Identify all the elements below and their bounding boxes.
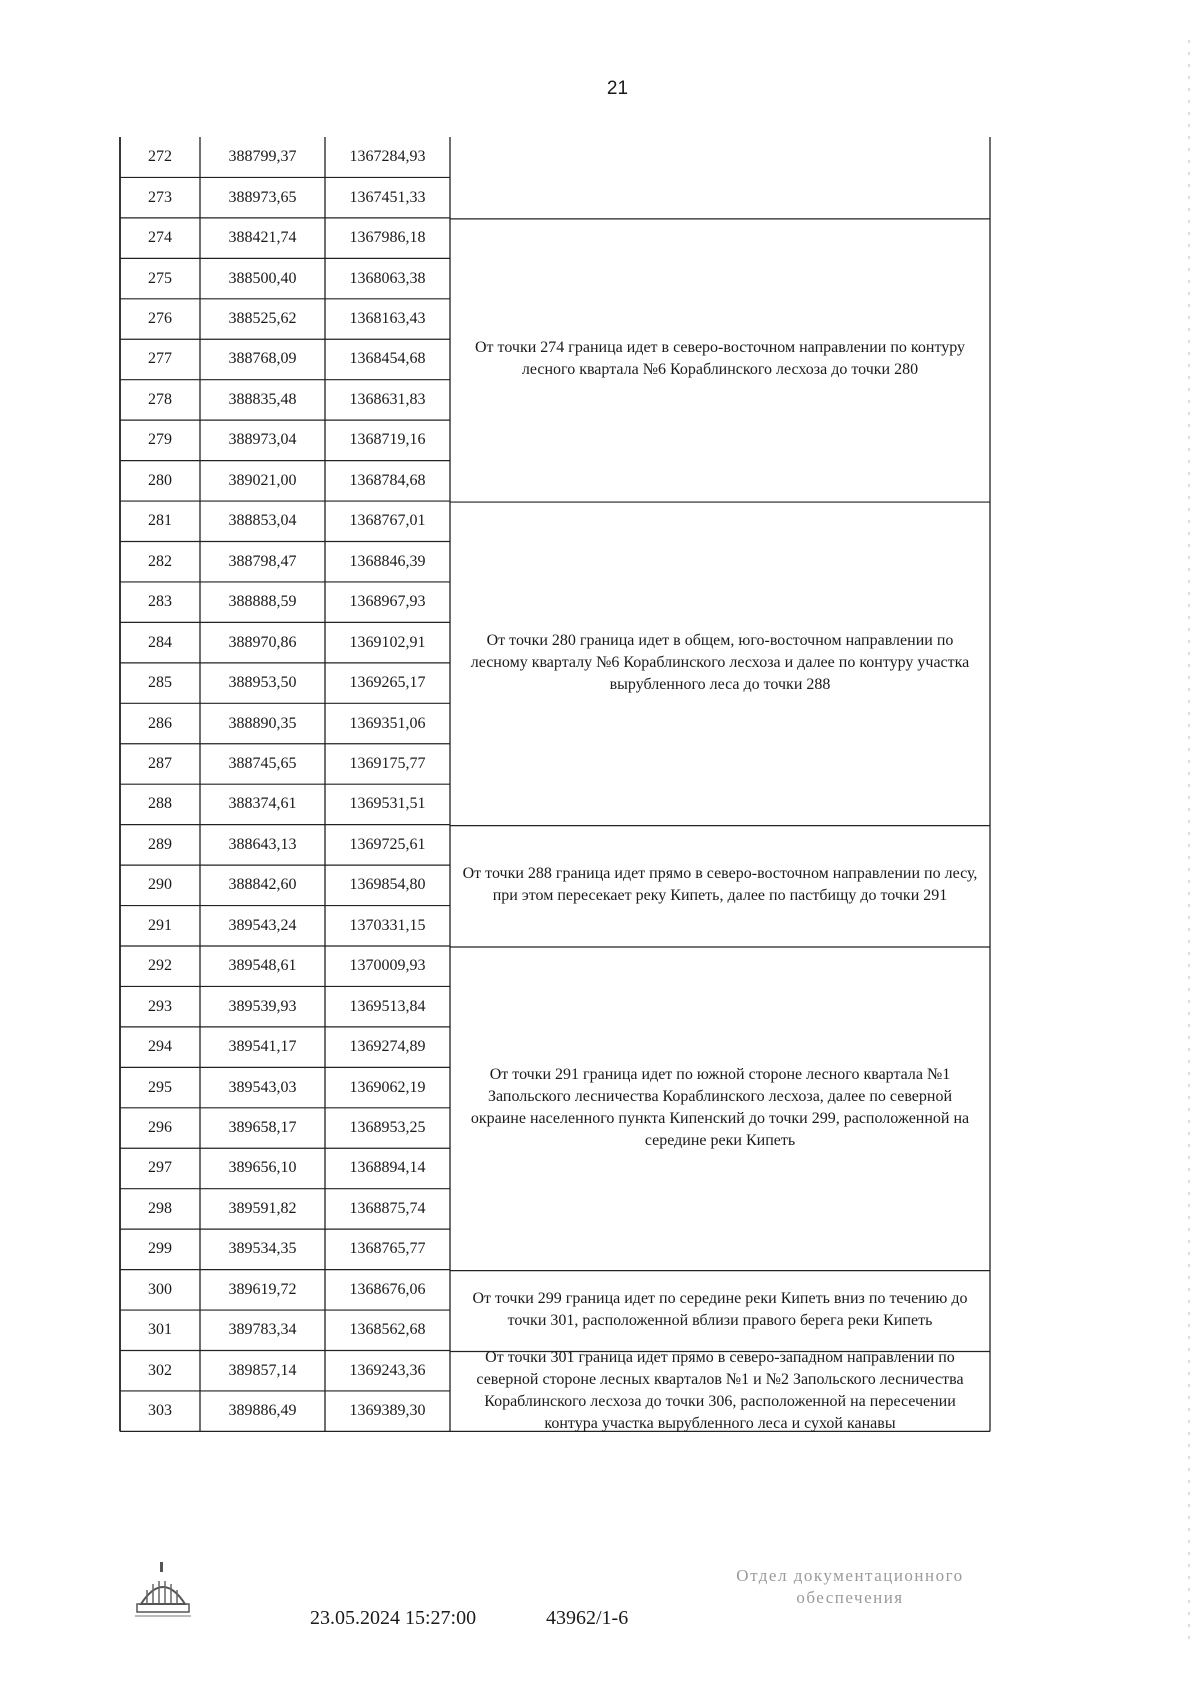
point-number-cell: 279 (148, 431, 172, 449)
point-number-cell: 294 (148, 1038, 172, 1056)
point-number-cell: 288 (148, 795, 172, 813)
boundary-description: От точки 291 граница идет по южной стороне лесного квартала №1 Запольского лесничества Кораблинского лесхоза, далее по северной окраине населенного пункта Кипенский до точки 299, расположенной на середине реки Кипеть (470, 1065, 970, 1149)
y-coordinate-cell: 1368562,68 (349, 1321, 426, 1339)
x-coordinate-cell: 388500,40 (228, 269, 297, 287)
point-number-cell: 291 (148, 916, 172, 934)
y-coordinate-cell: 1368767,01 (349, 512, 426, 530)
page-number: 21 (606, 78, 629, 99)
y-coordinate-cell: 1369513,84 (349, 997, 426, 1015)
x-coordinate-cell: 388970,86 (228, 633, 297, 651)
x-coordinate-cell: 388421,74 (228, 229, 297, 247)
y-coordinate-cell: 1368063,38 (349, 269, 426, 287)
x-coordinate-cell: 388799,37 (228, 148, 297, 166)
boundary-description: От точки 299 граница идет по середине реки Кипеть вниз по течению до точки 301, расположенной вблизи правого берега реки Кипеть (472, 1290, 968, 1330)
y-coordinate-cell: 1368894,14 (349, 1159, 426, 1177)
y-coordinate-cell: 1369351,06 (349, 714, 426, 732)
x-coordinate-cell: 389619,72 (228, 1280, 297, 1298)
department-stamp (680, 1565, 1020, 1609)
y-coordinate-cell: 1368875,74 (349, 1199, 426, 1217)
boundary-description: От точки 274 граница идет в северо-восточном направлении по контуру лесного квартала №6 Кораблинского лесхоза до точки 280 (474, 339, 966, 379)
y-coordinate-cell: 1369265,17 (349, 674, 426, 692)
point-number-cell: 297 (148, 1159, 172, 1177)
point-number-cell: 283 (148, 593, 172, 611)
stamp-line-2: обеспечения (796, 1588, 904, 1607)
point-number-cell: 282 (148, 552, 172, 570)
x-coordinate-cell: 388525,62 (228, 310, 297, 328)
x-coordinate-cell: 389539,93 (228, 997, 297, 1015)
y-coordinate-cell: 1368967,93 (349, 593, 426, 611)
point-number-cell: 290 (148, 876, 172, 894)
x-coordinate-cell: 388798,47 (228, 552, 297, 570)
y-coordinate-cell: 1369531,51 (349, 795, 426, 813)
y-coordinate-cell: 1367451,33 (349, 188, 426, 206)
point-number-cell: 286 (148, 714, 172, 732)
point-number-cell: 273 (148, 188, 172, 206)
y-coordinate-cell: 1368784,68 (349, 471, 426, 489)
point-number-cell: 274 (148, 229, 172, 247)
x-coordinate-cell: 389658,17 (228, 1119, 297, 1137)
x-coordinate-cell: 388953,50 (228, 674, 297, 692)
x-coordinate-cell: 389548,61 (228, 957, 297, 975)
point-number-cell: 278 (148, 390, 172, 408)
y-coordinate-cell: 1368719,16 (349, 431, 426, 449)
x-coordinate-cell: 388888,59 (228, 593, 297, 611)
x-coordinate-cell: 388745,65 (228, 754, 297, 772)
boundary-description: От точки 301 граница идет прямо в северо-западном направлении по северной стороне лесных кварталов №1 и №2 Запольского лесничества Кораблинского лесхоза до точки 306, расположенной на пересечении контура участка вырубленного леса и сухой канавы (476, 1348, 964, 1432)
x-coordinate-cell: 389534,35 (228, 1240, 297, 1258)
point-number-cell: 298 (148, 1199, 172, 1217)
stamp-line-1: Отдел документационного (736, 1566, 964, 1585)
x-coordinate-cell: 389857,14 (228, 1361, 297, 1379)
x-coordinate-cell: 388842,60 (228, 876, 297, 894)
point-number-cell: 300 (148, 1280, 172, 1298)
point-number-cell: 302 (148, 1361, 172, 1379)
y-coordinate-cell: 1369243,36 (349, 1361, 426, 1379)
y-coordinate-cell: 1369062,19 (349, 1078, 426, 1096)
point-number-cell: 276 (148, 310, 172, 328)
x-coordinate-cell: 388890,35 (228, 714, 297, 732)
point-number-cell: 284 (148, 633, 172, 651)
y-coordinate-cell: 1368676,06 (349, 1280, 426, 1298)
point-number-cell: 296 (148, 1119, 172, 1137)
point-number-cell: 281 (148, 512, 172, 530)
point-number-cell: 295 (148, 1078, 172, 1096)
point-number-cell: 280 (148, 471, 172, 489)
scan-edge-marks (1184, 40, 1194, 1640)
y-coordinate-cell: 1367284,93 (349, 148, 426, 166)
boundary-description (460, 137, 980, 218)
x-coordinate-cell: 389886,49 (228, 1402, 297, 1420)
y-coordinate-cell: 1369389,30 (349, 1402, 426, 1420)
boundary-description: От точки 288 граница идет прямо в северо-восточном направлении по лесу, при этом пересекает реку Кипеть, далее по пастбищу до точки 291 (462, 865, 978, 905)
footer-doc-number: 43962/1-6 (546, 1607, 629, 1629)
y-coordinate-cell: 1368631,83 (349, 390, 426, 408)
x-coordinate-cell: 388973,04 (228, 431, 297, 449)
x-coordinate-cell: 388374,61 (228, 795, 297, 813)
x-coordinate-cell: 389541,17 (228, 1038, 297, 1056)
y-coordinate-cell: 1368953,25 (349, 1119, 426, 1137)
point-number-cell: 275 (148, 269, 172, 287)
y-coordinate-cell: 1368454,68 (349, 350, 426, 368)
footer-datetime: 23.05.2024 15:27:00 (310, 1607, 477, 1629)
x-coordinate-cell: 389591,82 (228, 1199, 297, 1217)
x-coordinate-cell: 389783,34 (228, 1321, 297, 1339)
point-number-cell: 289 (148, 835, 172, 853)
y-coordinate-cell: 1369274,89 (349, 1038, 426, 1056)
y-coordinate-cell: 1367986,18 (349, 229, 426, 247)
y-coordinate-cell: 1369854,80 (349, 876, 426, 894)
y-coordinate-cell: 1368765,77 (349, 1240, 426, 1258)
x-coordinate-cell: 389021,00 (228, 471, 297, 489)
point-number-cell: 292 (148, 957, 172, 975)
boundary-description: От точки 280 граница идет в общем, юго-восточном направлении по лесному кварталу №6 Кораблинского лесхоза и далее по контуру участка вырубленного леса до точки 288 (470, 631, 970, 693)
x-coordinate-cell: 388643,13 (228, 835, 297, 853)
x-coordinate-cell: 388973,65 (228, 188, 297, 206)
point-number-cell: 272 (148, 148, 172, 166)
y-coordinate-cell: 1369175,77 (349, 754, 426, 772)
point-number-cell: 303 (148, 1402, 172, 1420)
y-coordinate-cell: 1368846,39 (349, 552, 426, 570)
x-coordinate-cell: 389543,03 (228, 1078, 297, 1096)
point-number-cell: 287 (148, 754, 172, 772)
point-number-cell: 293 (148, 997, 172, 1015)
x-coordinate-cell: 389543,24 (228, 916, 297, 934)
x-coordinate-cell: 388853,04 (228, 512, 297, 530)
x-coordinate-cell: 388768,09 (228, 350, 297, 368)
y-coordinate-cell: 1370331,15 (349, 916, 426, 934)
x-coordinate-cell: 388835,48 (228, 390, 297, 408)
point-number-cell: 301 (148, 1321, 172, 1339)
point-number-cell: 299 (148, 1240, 172, 1258)
y-coordinate-cell: 1368163,43 (349, 310, 426, 328)
point-number-cell: 277 (148, 350, 172, 368)
point-number-cell: 285 (148, 674, 172, 692)
x-coordinate-cell: 389656,10 (228, 1159, 297, 1177)
y-coordinate-cell: 1370009,93 (349, 957, 426, 975)
y-coordinate-cell: 1369102,91 (349, 633, 426, 651)
logo-emblem (133, 1560, 193, 1620)
y-coordinate-cell: 1369725,61 (349, 835, 426, 853)
